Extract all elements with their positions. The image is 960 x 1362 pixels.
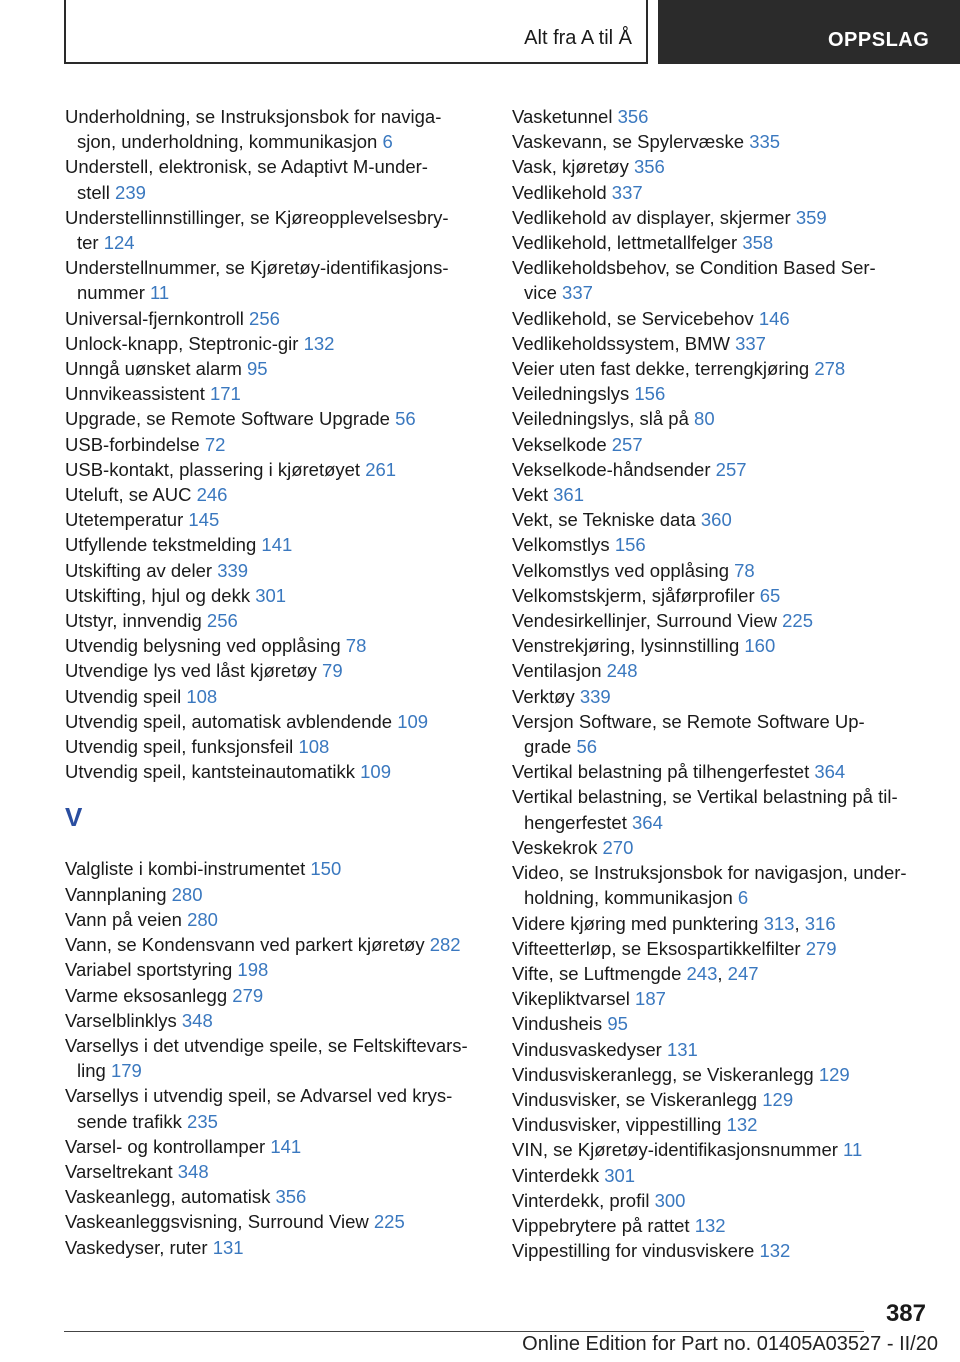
index-entry (65, 983, 485, 1008)
page-reference-link[interactable]: 339 (217, 559, 249, 581)
page-reference-link[interactable]: 225 (373, 1211, 405, 1233)
page-reference-link[interactable]: 301 (255, 584, 287, 606)
index-entry (512, 381, 932, 406)
page-reference-link[interactable]: 6 (737, 887, 749, 909)
page-reference-link[interactable]: 187 (635, 988, 666, 1010)
page-reference-link[interactable]: 146 (758, 307, 790, 329)
index-entry-text: Vindusvisker, se Viskeranlegg (512, 1088, 763, 1110)
page-reference-link[interactable]: 129 (818, 1063, 850, 1085)
page-reference-link[interactable]: 108 (298, 736, 330, 758)
page-reference-link[interactable]: 141 (261, 534, 293, 556)
index-entry: Videre kjøring med punktering 313, 316 (512, 912, 836, 934)
page-reference-link[interactable]: 72 (204, 433, 226, 455)
page-reference-link[interactable]: 356 (275, 1186, 307, 1208)
index-entry-text: Vindusvisker, vippestilling (512, 1114, 727, 1136)
header-section-label: OPPSLAG (828, 29, 930, 51)
page-reference-link[interactable]: 247 (727, 962, 759, 984)
index-entry (65, 558, 485, 583)
index-entry (512, 633, 932, 658)
index-entry (65, 154, 485, 204)
index-entry (65, 1184, 485, 1209)
index-entry (512, 759, 932, 784)
index-entry-text: Unnvikeassistent (65, 383, 210, 405)
page-reference-link[interactable]: 335 (749, 131, 781, 153)
page-reference-link[interactable]: 132 (303, 332, 335, 354)
page-reference-link[interactable]: 79 (322, 660, 343, 682)
index-entry (65, 1159, 485, 1184)
page-reference-link[interactable]: 356 (617, 106, 649, 127)
index-entry (65, 381, 485, 406)
index-entry (512, 583, 932, 608)
index-entry-text: USB-kontakt, plassering i kjøretøyet (65, 458, 366, 480)
index-entry (65, 734, 485, 759)
index-entry-text: Vaskeanleggsvisning, Surround View (65, 1211, 374, 1233)
index-entry-text: Varseltrekant (65, 1160, 178, 1182)
page-reference-link[interactable]: 360 (700, 509, 732, 531)
index-entry (65, 709, 485, 734)
page-reference-link[interactable]: 109 (397, 710, 429, 732)
index-column-right (512, 104, 932, 1263)
index-entry-text: Vippestilling for vindusviskere (512, 1240, 760, 1262)
index-entry-text: Veskekrok (512, 836, 603, 858)
page-reference-link[interactable]: 78 (734, 559, 755, 581)
index-entry (65, 457, 485, 482)
index-entry-text: Utvendig speil (65, 685, 187, 707)
index-entry (512, 658, 932, 683)
index-entry-text: Vekt (512, 484, 554, 506)
index-entry-text: Vedlikehold (512, 181, 612, 203)
page-reference-link[interactable]: 80 (694, 408, 715, 430)
index-entry (65, 356, 485, 381)
index-entry-text: Velkomstlys ved opplåsing (512, 559, 735, 581)
index-entry (512, 507, 932, 532)
index-entry-text: Vann, se Kondensvann ved parkert kjøretøy (65, 934, 430, 956)
index-entry (512, 1163, 932, 1188)
index-entry-text: Utvendig speil, kantsteinautomatikk (65, 761, 361, 783)
page-reference-link[interactable]: 109 (360, 761, 391, 783)
index-entry-text: Video, se Instruksjonsbok for navigasjon, under- holdning, kommunikasjon (512, 862, 907, 909)
header-title-box (64, 0, 648, 64)
page-reference-link[interactable]: 239 (115, 181, 146, 203)
page-reference-link[interactable]: 65 (759, 584, 781, 606)
page-reference-link[interactable]: 339 (579, 685, 611, 707)
index-entry (65, 932, 485, 957)
index-entry (512, 1037, 932, 1062)
index-entry-text: Understellinnstillinger, se Kjøreopplevelsesbry- ter (65, 206, 449, 254)
index-entry (512, 1112, 932, 1137)
index-entry-text: Vifteetterløp, se Eksospartikkelfilter (512, 937, 806, 959)
page-reference-link[interactable]: 56 (395, 408, 416, 430)
page-reference-link[interactable]: 364 (814, 761, 846, 783)
index-entry (65, 658, 485, 683)
page-reference-link[interactable]: 11 (843, 1139, 863, 1161)
page-reference-link[interactable]: 313 (763, 912, 795, 934)
index-entry-text: Understell, elektronisk, se Adaptivt M-under- stell (65, 156, 428, 203)
page-reference-link[interactable]: 95 (247, 358, 268, 380)
index-entry-text: Versjon Software, se Remote Software Up- grade (512, 710, 865, 758)
footer-edition: Online Edition for Part no. 01405A03527 - II/20 (522, 1333, 938, 1355)
index-entry (65, 1209, 485, 1234)
index-entry-text: Utstyr, innvendig (65, 610, 207, 632)
index-entry-text: Underholdning, se Instruksjonsbok for naviga- sjon, underholdning, kommunikasjon (65, 106, 442, 153)
page-reference-link[interactable]: 246 (196, 484, 228, 506)
page-reference-link[interactable]: 95 (607, 1013, 628, 1035)
index-entry (512, 1011, 932, 1036)
page-reference-link[interactable]: 78 (345, 635, 367, 657)
index-entry (512, 1188, 932, 1213)
index-entry-text: Vertikal belastning, se Vertikal belastning på til- hengerfestet (512, 786, 898, 833)
index-entry-text: Vedlikehold, lettmetallfelger (512, 232, 743, 254)
index-entry (512, 432, 932, 457)
index-entry (65, 907, 485, 932)
index-entry (65, 104, 485, 154)
index-entry (512, 1213, 932, 1238)
index-letter-heading: V (65, 802, 83, 833)
index-entry (512, 835, 932, 860)
index-entry-text: Uteluft, se AUC (65, 484, 197, 506)
index-entry (65, 882, 485, 907)
index-entry-text: Vaskevann, se Spylervæske (512, 131, 750, 153)
index-entry-text: Vekselkode-håndsender (512, 458, 716, 480)
index-entry (512, 784, 932, 834)
page-reference-link[interactable]: 11 (150, 282, 170, 304)
index-entry-text: Varme eksosanlegg (65, 984, 233, 1006)
page-number: 387 (885, 1300, 926, 1327)
page-reference-link[interactable]: 145 (188, 509, 220, 531)
page-reference-link[interactable]: 278 (814, 358, 846, 380)
index-entry-text: Vann på veien (65, 908, 188, 930)
index-entry (512, 1137, 932, 1162)
index-entry (65, 1083, 485, 1133)
page-reference-link[interactable]: 156 (614, 534, 646, 556)
page-reference-link[interactable]: 131 (666, 1038, 698, 1060)
index-entry (512, 129, 932, 154)
page-reference-link[interactable]: 150 (310, 858, 342, 880)
index-column-left (65, 104, 485, 1260)
page-reference-link[interactable]: 256 (249, 307, 280, 329)
index-entry-text: Varsellys i utvendig speil, se Advarsel ved krys- sende trafikk (65, 1085, 453, 1132)
index-entry (65, 255, 485, 305)
index-entry-text: Vaskedyser, ruter (65, 1236, 213, 1258)
page-reference-link[interactable]: 198 (237, 959, 269, 981)
index-entry-text: VIN, se Kjøretøy-identifikasjonsnummer (512, 1139, 844, 1161)
index-entry-text: Vindusheis (512, 1013, 608, 1035)
page-reference-link[interactable]: 156 (634, 383, 666, 405)
index-entry (65, 759, 485, 784)
index-entry-text: Universal-fjernkontroll (65, 307, 250, 329)
index-entry-text: Venstrekjøring, lysinnstilling (512, 635, 745, 657)
page-reference-link[interactable]: 235 (187, 1110, 218, 1132)
index-entry-text: Veier uten fast dekke, terrengkjøring (512, 358, 815, 380)
index-entry (512, 306, 932, 331)
index-entry (512, 356, 932, 381)
index-entry-text: USB-forbindelse (65, 433, 205, 455)
index-entry-text: Vasketunnel (512, 106, 618, 127)
index-entry-text: Vedlikeholdsbehov, se Condition Based Ser- vice (512, 257, 876, 304)
page-reference-link[interactable]: 359 (795, 206, 827, 228)
page-reference-link[interactable]: 348 (177, 1160, 209, 1182)
index-entry-text: Vippebrytere på rattet (512, 1214, 695, 1236)
page-reference-link[interactable]: 270 (602, 836, 634, 858)
index-entry-text: Utfyllende tekstmelding (65, 534, 262, 556)
index-entry (512, 684, 932, 709)
page-reference-link[interactable]: 124 (103, 232, 135, 254)
index-entry (512, 532, 932, 557)
index-entry-text: Utskifting av deler (65, 559, 218, 581)
index-entry-text: Utetemperatur (65, 509, 189, 531)
index-entry (512, 331, 932, 356)
index-entry (65, 957, 485, 982)
page-reference-link[interactable]: 337 (562, 282, 593, 304)
header-title: Alt fra A til Å (524, 27, 632, 49)
index-entry-text: Unngå uønsket alarm (65, 358, 248, 380)
index-entry (65, 856, 485, 881)
index-entry (65, 633, 485, 658)
page-reference-link[interactable]: 337 (735, 332, 766, 354)
page-reference-link[interactable]: 280 (171, 883, 203, 905)
index-entry-text: Verktøy (512, 685, 580, 707)
index-entry (65, 583, 485, 608)
index-entry-text: Vedlikeholdssystem, BMW (512, 332, 736, 354)
page-reference-link[interactable]: 279 (232, 984, 264, 1006)
index-entry (65, 1235, 485, 1260)
index-entry (512, 709, 932, 759)
index-entry (65, 684, 485, 709)
index-entry (65, 306, 485, 331)
index-entry-text: Vifte, se Luftmengde (512, 962, 687, 984)
index-entry-text: Vertikal belastning på tilhengerfestet (512, 761, 815, 783)
index-entry (512, 457, 932, 482)
index-entry (512, 608, 932, 633)
page-reference-link[interactable]: 337 (611, 181, 643, 203)
index-entry (512, 860, 932, 910)
index-entry (65, 406, 485, 431)
page-reference-link[interactable]: 160 (744, 635, 776, 657)
page-reference-link[interactable]: 316 (804, 912, 836, 934)
index-entry (65, 1008, 485, 1033)
index-entry (65, 1134, 485, 1159)
page-reference-link[interactable]: 256 (206, 610, 238, 632)
page-reference-link[interactable]: 243 (686, 962, 718, 984)
page-reference-link[interactable]: 129 (762, 1088, 794, 1110)
index-entry (512, 558, 932, 583)
index-entry-text: Vaskeanlegg, automatisk (65, 1186, 276, 1208)
index-entry (512, 104, 932, 129)
index-entry-text: Vikepliktvarsel (512, 988, 636, 1010)
index-entry (512, 154, 932, 179)
index-entry (512, 1062, 932, 1087)
index-entry-text: Velkomstskjerm, sjåførprofiler (512, 584, 760, 606)
index-entry-text: Utvendige lys ved låst kjøretøy (65, 660, 323, 682)
page-reference-link[interactable]: 282 (429, 934, 461, 956)
index-entry (65, 532, 485, 557)
page-reference-link[interactable]: 364 (632, 811, 663, 833)
index-entry: Vifte, se Luftmengde 243, 247 (512, 962, 759, 984)
index-entry-text: Vinterdekk (512, 1164, 605, 1186)
index-entry-text: Valgliste i kombi-instrumentet (65, 858, 311, 880)
index-entry-text: Vekt, se Tekniske data (512, 509, 701, 531)
page-reference-link[interactable]: 132 (694, 1214, 726, 1236)
index-entry (512, 986, 932, 1011)
index-entry-text: Vekselkode (512, 433, 612, 455)
index-entry-text: Vindusviskeranlegg, se Viskeranlegg (512, 1063, 819, 1085)
page-reference-link[interactable]: 225 (782, 610, 813, 632)
page-reference-link[interactable]: 257 (715, 458, 747, 480)
index-entry (512, 255, 932, 305)
index-entry (512, 482, 932, 507)
index-entry (512, 205, 932, 230)
header-section-tab (658, 0, 960, 64)
index-entry (512, 1238, 932, 1263)
index-entry-text: Vask, kjøretøy (512, 156, 634, 178)
page-reference-link[interactable]: 56 (576, 736, 598, 758)
page-reference-link[interactable]: 279 (805, 937, 837, 959)
index-entry-text: Vinterdekk, profil (512, 1189, 655, 1211)
index-entry (512, 936, 932, 961)
page-reference-link[interactable]: 132 (726, 1114, 758, 1136)
index-entry-text: Ventilasjon (512, 660, 607, 682)
index-entry-text: Upgrade, se Remote Software Upgrade (65, 408, 396, 430)
index-entry-text: Velkomstlys (512, 534, 615, 556)
page-reference-link[interactable]: 108 (186, 685, 218, 707)
index-entry (65, 331, 485, 356)
index-entry-text: Unlock-knapp, Steptronic-gir (65, 332, 304, 354)
footer-divider (64, 1331, 864, 1332)
page-reference-link[interactable]: 300 (654, 1189, 686, 1211)
index-entry-text: Utvendig belysning ved opplåsing (65, 635, 346, 657)
page-reference-link[interactable]: 261 (365, 458, 397, 480)
index-entry-text: Veiledningslys (512, 383, 635, 405)
index-entry (65, 608, 485, 633)
index-entry (65, 205, 485, 255)
index-entry-text: Vedlikehold, se Servicebehov (512, 307, 759, 329)
index-entry (512, 1087, 932, 1112)
page-reference-link[interactable]: 358 (742, 232, 774, 254)
page-reference-link[interactable]: 301 (604, 1164, 636, 1186)
page-reference-link[interactable]: 356 (633, 156, 665, 178)
index-entry-text: Understellnummer, se Kjøretøy-identifikasjons- nummer (65, 257, 449, 304)
index-entry (65, 1033, 485, 1083)
index-entry-text: Vendesirkellinjer, Surround View (512, 610, 783, 632)
index-entry-text: Utvendig speil, funksjonsfeil (65, 736, 299, 758)
index-entry-text: Vannplaning (65, 883, 172, 905)
page-reference-link[interactable]: 179 (110, 1060, 142, 1082)
page-reference-link[interactable]: 131 (212, 1236, 244, 1258)
index-entry-text: Vedlikehold av displayer, skjermer (512, 206, 796, 228)
index-entry-text: Varselblinklys (65, 1009, 182, 1031)
page-reference-link[interactable]: 132 (759, 1240, 791, 1262)
page-reference-link[interactable]: 141 (270, 1135, 302, 1157)
index-entry-text: Videre kjøring med punktering (512, 912, 764, 934)
index-entry (65, 482, 485, 507)
index-entry-text: Varsellys i det utvendige speile, se Feltskiftevars- ling (65, 1034, 468, 1082)
index-entry (65, 432, 485, 457)
index-entry-text: Utvendig speil, automatisk avblendende (65, 710, 398, 732)
index-entry (512, 180, 932, 205)
index-entry (512, 230, 932, 255)
page-reference-link[interactable]: 348 (181, 1009, 213, 1031)
index-entry-text: Variabel sportstyring (65, 959, 238, 981)
index-entry-text: Veiledningslys, slå på (512, 408, 695, 430)
page-reference-link[interactable]: 257 (611, 433, 643, 455)
page-reference-link[interactable]: 6 (382, 131, 393, 153)
page-reference-link[interactable]: 171 (209, 383, 241, 405)
index-entry-text: Varsel- og kontrollamper (65, 1135, 271, 1157)
page-reference-link[interactable]: 280 (187, 908, 218, 930)
page-reference-link[interactable]: 248 (606, 660, 638, 682)
index-entry-text: Vindusvaskedyser (512, 1038, 667, 1060)
index-entry-text: Utskifting, hjul og dekk (65, 584, 256, 606)
page-reference-link[interactable]: 361 (553, 484, 585, 506)
index-entry (512, 406, 932, 431)
index-entry (65, 507, 485, 532)
